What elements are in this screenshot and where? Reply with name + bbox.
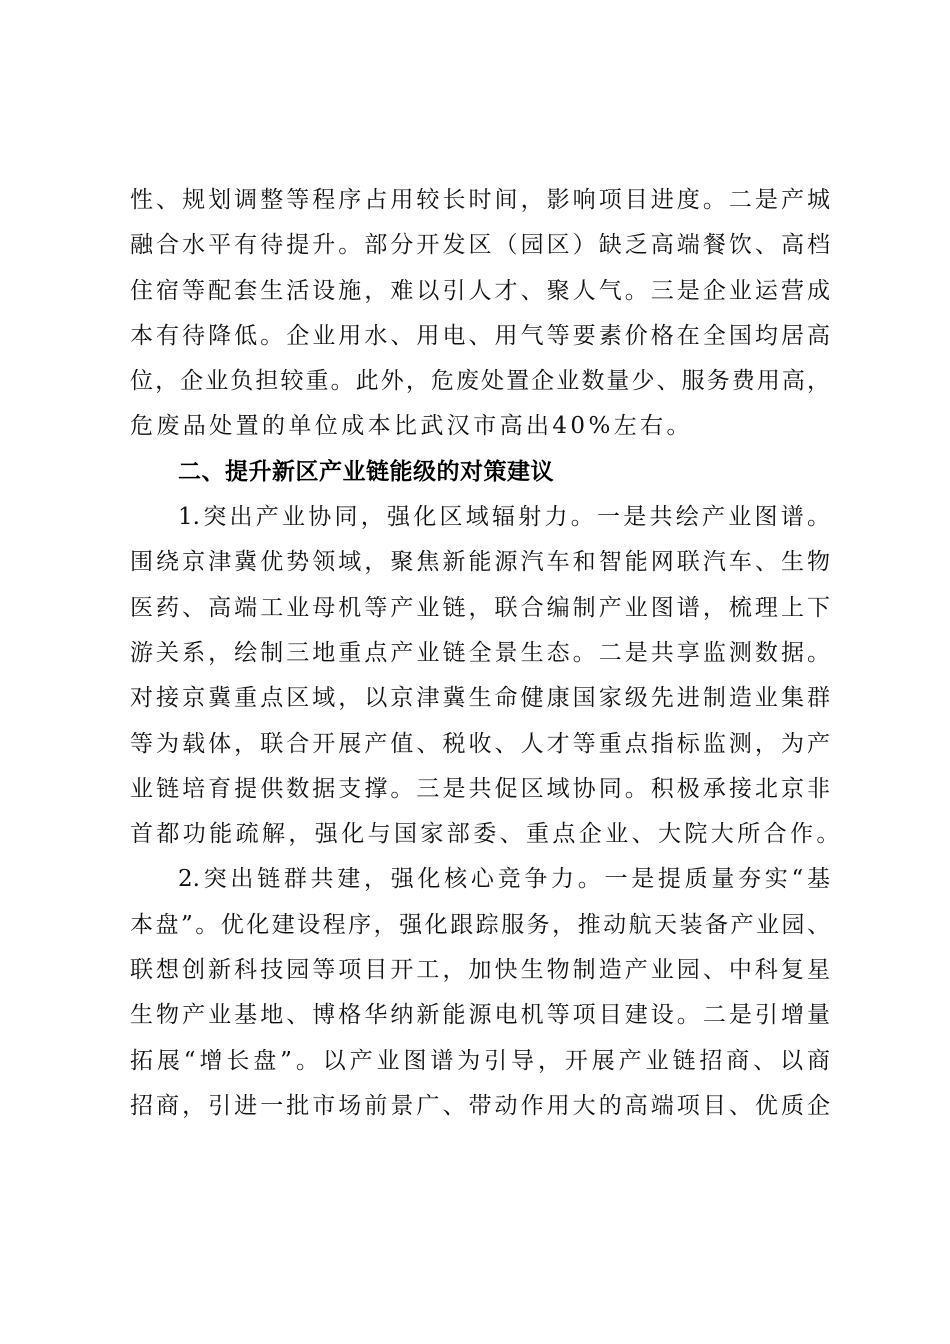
body-text-line: 本有待降低。企业用水、用电、用气等要素价格在全国均居高 [130,322,830,349]
body-text-line: 拓展“增长盘”。以产业图谱为引导，开展产业链招商、以商 [130,1047,830,1074]
body-text-line: 2.突出链群共建，强化核心竞争力。一是提质量夯实“基 [178,866,830,893]
body-text-line: 医药、高端工业母机等产业链，联合编制产业图谱，梳理上下 [130,594,830,621]
body-text-line: 生物产业基地、博格华纳新能源电机等项目建设。二是引增量 [130,1002,830,1029]
body-text-line: 招商，引进一批市场前景广、带动作用大的高端项目、优质企 [130,1092,830,1119]
body-text-line: 游关系，绘制三地重点产业链全景生态。二是共享监测数据。 [130,639,830,666]
body-text-line: 对接京冀重点区域，以京津冀生命健康国家级先进制造业集群 [130,685,830,712]
body-text-line: 住宿等配套生活设施，难以引人才、聚人气。三是企业运营成 [130,277,830,304]
body-text-line: 本盘”。优化建设程序，强化跟踪服务，推动航天装备产业园、 [130,911,830,938]
body-text-line: 融合水平有待提升。部分开发区（园区）缺乏高端餐饮、高档 [130,232,830,259]
body-text-line: 围绕京津冀优势领域，聚焦新能源汽车和智能网联汽车、生物 [130,549,830,576]
section-heading: 二、提升新区产业链能级的对策建议 [178,458,554,485]
body-text-line: 危废品处置的单位成本比武汉市高出40%左右。 [130,413,693,440]
body-text-line: 性、规划调整等程序占用较长时间，影响项目进度。二是产城 [130,187,830,213]
body-text-line: 联想创新科技园等项目开工，加快生物制造产业园、中科复星 [130,957,830,984]
body-text-line: 等为载体，联合开展产值、税收、人才等重点指标监测，为产 [130,730,830,757]
body-text-line: 首都功能疏解，强化与国家部委、重点企业、大院大所合作。 [130,821,843,848]
body-text-line: 位，企业负担较重。此外，危废处置企业数量少、服务费用高， [130,368,830,395]
body-text-line: 1.突出产业协同，强化区域辐射力。一是共绘产业图谱。 [178,504,830,531]
body-text-line: 业链培育提供数据支撑。三是共促区域协同。积极承接北京非 [130,775,830,802]
document-page [130,178,843,1129]
